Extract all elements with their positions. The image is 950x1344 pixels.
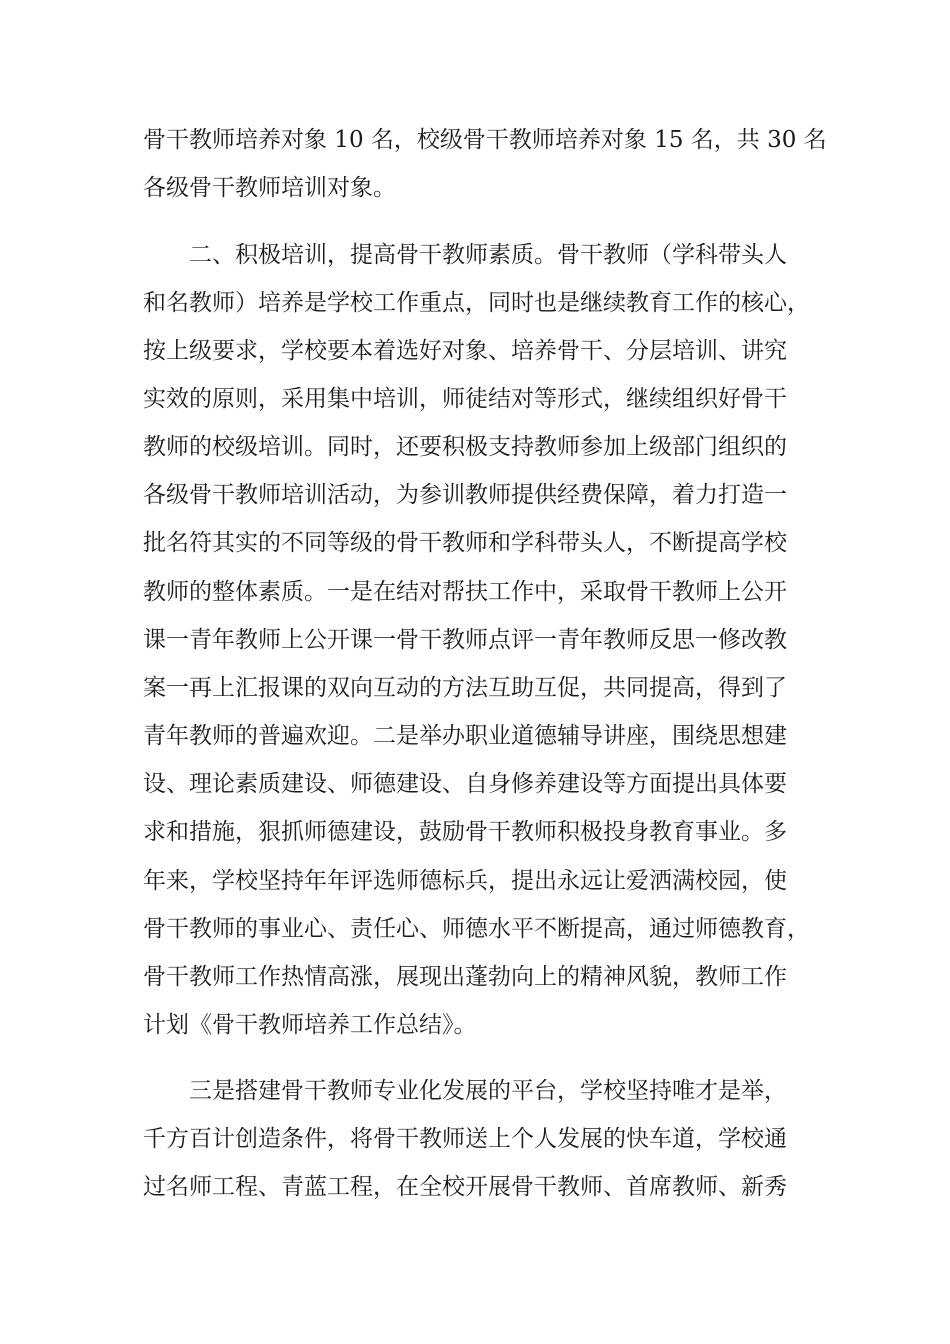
text-line: 求和措施，狠抓师德建设，鼓励骨干教师积极投身教育事业。多 bbox=[143, 819, 787, 845]
text-line: 千方百计创造条件，将骨干教师送上个人发展的快车道，学校通 bbox=[143, 1126, 787, 1152]
text-line: 骨干教师培养对象 10 名，校级骨干教师培养对象 15 名，共 30 名 bbox=[143, 127, 827, 153]
text-line: 计划《骨干教师培养工作总结》。 bbox=[143, 1012, 477, 1038]
text-line: 教师的校级培训。同时，还要积极支持教师参加上级部门组织的 bbox=[143, 434, 787, 460]
text-line: 按上级要求，学校要本着选好对象、培养骨干、分层培训、讲究 bbox=[143, 338, 787, 364]
text-line: 各级骨干教师培训活动，为参训教师提供经费保障，着力打造一 bbox=[143, 482, 787, 508]
text-line: 过名师工程、青蓝工程，在全校开展骨干教师、首席教师、新秀 bbox=[143, 1174, 787, 1200]
text-line: 二、积极培训，提高骨干教师素质。骨干教师（学科带头人 bbox=[143, 242, 787, 268]
text-line: 案一再上汇报课的双向互动的方法互助互促，共同提高，得到了 bbox=[143, 675, 787, 701]
text-line: 课一青年教师上公开课一骨干教师点评一青年教师反思一修改教 bbox=[143, 627, 787, 653]
text-line: 年来，学校坚持年年评选师德标兵，提出永远让爱洒满校园，使 bbox=[143, 868, 787, 894]
text-line: 三是搭建骨干教师专业化发展的平台，学校坚持唯才是举， bbox=[143, 1078, 787, 1104]
text-line: 和名教师）培养是学校工作重点，同时也是继续教育工作的核心， bbox=[143, 290, 810, 316]
text-line: 各级骨干教师培训对象。 bbox=[143, 175, 396, 201]
text-line: 设、理论素质建设、师德建设、自身修养建设等方面提出具体要 bbox=[143, 771, 787, 797]
text-line: 青年教师的普遍欢迎。二是举办职业道德辅导讲座，围绕思想建 bbox=[143, 723, 787, 749]
text-line: 教师的整体素质。一是在结对帮扶工作中，采取骨干教师上公开 bbox=[143, 579, 787, 605]
text-line: 骨干教师的事业心、责任心、师德水平不断提高，通过师德教育， bbox=[143, 916, 810, 942]
text-line: 骨干教师工作热情高涨，展现出蓬勃向上的精神风貌，教师工作 bbox=[143, 964, 787, 990]
text-line: 实效的原则，采用集中培训，师徒结对等形式，继续组织好骨干 bbox=[143, 386, 787, 412]
text-line: 批名符其实的不同等级的骨干教师和学科带头人，不断提高学校 bbox=[143, 530, 787, 556]
